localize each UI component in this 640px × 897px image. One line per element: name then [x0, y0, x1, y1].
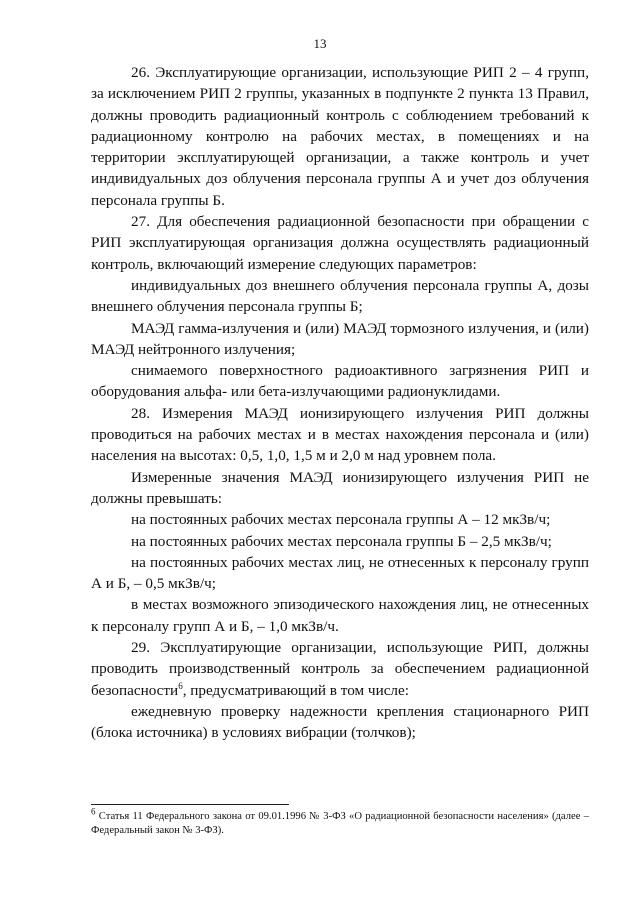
- paragraph-27-item-1: индивидуальных доз внешнего облучения персонала группы А, дозы внешнего облучения персонала группы Б;: [91, 276, 589, 316]
- paragraph-27: 27. Для обеспечения радиационной безопасности при обращении с РИП эксплуатирующая организация должна осуществлять радиационный контроль, включающий измерение следующих параметров:: [91, 213, 589, 273]
- paragraph-28-limit-3: на постоянных рабочих местах лиц, не отнесенных к персоналу групп А и Б, – 0,5 мкЗв/ч;: [91, 553, 589, 593]
- paragraph-28: 28. Измерения МАЭД ионизирующего излучения РИП должны проводиться на рабочих местах и в местах нахождения персонала и (или) населения на высотах: 0,5, 1,0, 1,5 м и 2,0 м над уровнем пола.: [91, 404, 589, 465]
- paragraph-27-item-2: МАЭД гамма-излучения и (или) МАЭД тормозного излучения, и (или) МАЭД нейтронного излучения;: [91, 319, 589, 358]
- page-number: 13: [313, 36, 327, 51]
- paragraph-26: 26. Эксплуатирующие организации, использующие РИП 2 – 4 групп, за исключением РИП 2 группы, указанных в подпункте 2 пункта 13 Правил, должны проводить радиационный контроль с соблюдением требований к радиационному контролю на рабочих местах, в помещениях и на территории эксплуатирующей организации, а также контроль и учет индивидуальных доз облучения персонала группы А и учет доз облучения персонала группы Б.: [91, 64, 589, 209]
- body-text: [91, 62, 589, 744]
- footnote-text: Статья 11 Федерального закона от 09.01.1996 № 3-ФЗ «О радиационной безопасности населения» (далее – Федеральный закон № 3-ФЗ).: [91, 811, 589, 836]
- paragraph-28-limit-2: на постоянных рабочих местах персонала группы Б – 2,5 мкЗв/ч;: [131, 532, 552, 550]
- footnote-marker: 6: [91, 806, 96, 817]
- paragraph-29: [91, 637, 589, 701]
- footnote: [91, 806, 589, 838]
- paragraph-29-item-1: ежедневную проверку надежности крепления стационарного РИП (блока источника) в условиях вибрации (толчков);: [91, 702, 589, 742]
- paragraph-29-tail: , предусматривающий в том числе:: [182, 681, 409, 699]
- footnote-separator: [91, 804, 289, 805]
- paragraph-28-limit-4: в местах возможного эпизодического нахождения лиц, не отнесенных к персоналу групп А и Б, – 1,0 мкЗв/ч.: [91, 596, 589, 635]
- paragraph-28-limit-1: на постоянных рабочих местах персонала группы А – 12 мкЗв/ч;: [131, 511, 551, 529]
- footnote-reference[interactable]: 6: [178, 680, 183, 691]
- paragraph-27-item-3: снимаемого поверхностного радиоактивного загрязнения РИП и оборудования альфа- или бета-излучающими радионуклидами.: [91, 362, 589, 401]
- paragraph-28-limits-intro: Измеренные значения МАЭД ионизирующего излучения РИП не должны превышать:: [91, 468, 589, 507]
- paragraph-29-text: 29. Эксплуатирующие организации, использующие РИП, должны проводить производственный контроль за обеспечением радиационной безопасности: [91, 639, 589, 699]
